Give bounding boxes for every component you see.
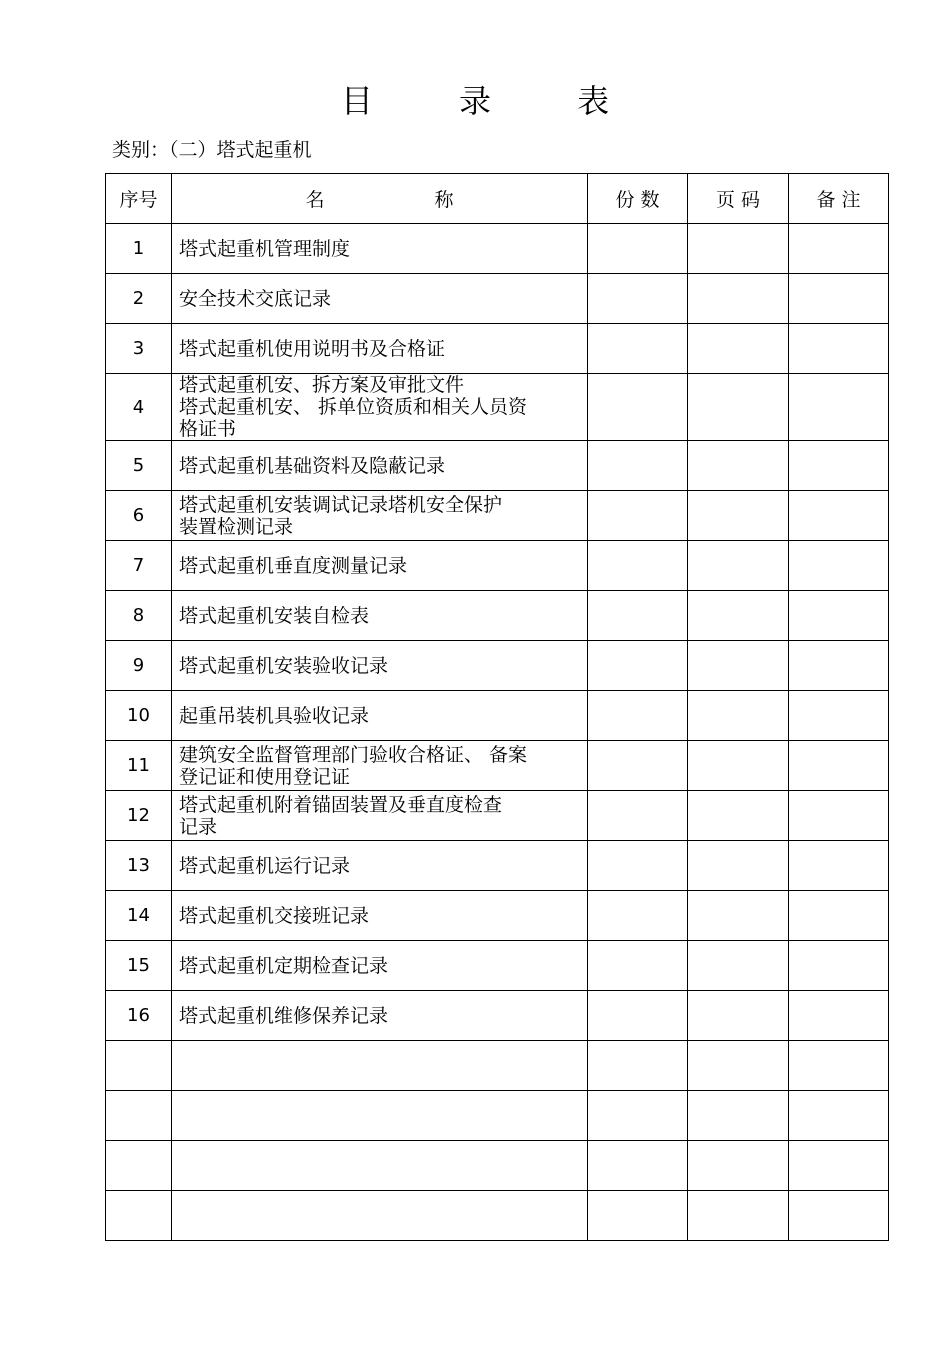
header-copies: 份 数	[588, 174, 688, 224]
row-copies	[588, 691, 688, 741]
table-row	[106, 1041, 889, 1091]
row-name	[172, 641, 588, 691]
row-pages	[688, 641, 789, 691]
row-pages	[688, 1191, 789, 1241]
table-row	[106, 491, 889, 541]
table-row	[106, 1141, 889, 1191]
header-pages: 页 码	[688, 174, 789, 224]
row-name	[172, 1141, 588, 1191]
row-notes	[789, 1091, 889, 1141]
row-number: 11	[106, 741, 172, 791]
row-name-line: 塔式起重机维修保养记录	[179, 1004, 389, 1027]
row-notes	[789, 691, 889, 741]
table-row	[106, 441, 889, 491]
row-name-line: 登记证和使用登记证	[179, 765, 351, 788]
row-number	[106, 1191, 172, 1241]
row-pages	[688, 274, 789, 324]
table-row	[106, 591, 889, 641]
row-copies	[588, 441, 688, 491]
row-name	[172, 991, 588, 1041]
row-notes	[789, 941, 889, 991]
row-notes	[789, 791, 889, 841]
row-notes	[789, 374, 889, 441]
row-name	[172, 841, 588, 891]
row-pages	[688, 541, 789, 591]
row-number: 6	[106, 491, 172, 541]
row-copies	[588, 891, 688, 941]
row-name-line: 起重吊装机具验收记录	[179, 704, 370, 727]
row-name	[172, 791, 588, 841]
row-number: 10	[106, 691, 172, 741]
row-name	[172, 1091, 588, 1141]
row-notes	[789, 224, 889, 274]
row-name-line: 塔式起重机附着锚固装置及垂直度检查	[179, 793, 503, 816]
row-number: 14	[106, 891, 172, 941]
row-pages	[688, 841, 789, 891]
table-row	[106, 791, 889, 841]
row-copies	[588, 741, 688, 791]
row-name	[172, 374, 588, 441]
row-name	[172, 324, 588, 374]
row-copies	[588, 274, 688, 324]
row-name	[172, 941, 588, 991]
row-notes	[789, 741, 889, 791]
table-row	[106, 374, 889, 441]
row-number: 4	[106, 374, 172, 441]
row-name-line: 塔式起重机安、 拆单位资质和相关人员资	[179, 396, 528, 418]
row-name-line: 塔式起重机垂直度测量记录	[179, 554, 408, 577]
row-number: 2	[106, 274, 172, 324]
row-notes	[789, 441, 889, 491]
table-row	[106, 991, 889, 1041]
row-name	[172, 1191, 588, 1241]
table-row	[106, 1091, 889, 1141]
row-number	[106, 1041, 172, 1091]
row-notes	[789, 991, 889, 1041]
row-name-line: 塔式起重机使用说明书及合格证	[179, 337, 446, 360]
table-row	[106, 641, 889, 691]
row-copies	[588, 791, 688, 841]
row-name-line: 建筑安全监督管理部门验收合格证、 备案	[179, 743, 528, 766]
row-pages	[688, 591, 789, 641]
table-row	[106, 224, 889, 274]
row-copies	[588, 641, 688, 691]
table-row	[106, 541, 889, 591]
table-row	[106, 324, 889, 374]
header-name-first: 名	[305, 189, 325, 211]
row-number: 1	[106, 224, 172, 274]
row-name-line: 塔式起重机交接班记录	[179, 904, 370, 927]
row-name	[172, 891, 588, 941]
row-name	[172, 741, 588, 791]
row-name	[172, 274, 588, 324]
row-name-line: 塔式起重机管理制度	[179, 237, 351, 260]
row-copies	[588, 541, 688, 591]
row-name	[172, 691, 588, 741]
row-notes	[789, 491, 889, 541]
row-name-line: 塔式起重机运行记录	[179, 854, 351, 877]
row-pages	[688, 324, 789, 374]
row-number: 13	[106, 841, 172, 891]
row-number	[106, 1091, 172, 1141]
row-name	[172, 224, 588, 274]
row-copies	[588, 1141, 688, 1191]
row-name-line: 塔式起重机安装调试记录塔机安全保护	[179, 493, 503, 516]
table-row	[106, 274, 889, 324]
row-pages	[688, 791, 789, 841]
row-notes	[789, 1141, 889, 1191]
row-name-line: 记录	[179, 815, 218, 838]
table-row	[106, 691, 889, 741]
row-name-line: 塔式起重机安装验收记录	[179, 654, 389, 677]
row-number: 3	[106, 324, 172, 374]
row-name	[172, 441, 588, 491]
row-notes	[789, 324, 889, 374]
header-notes: 备 注	[789, 174, 889, 224]
table-header-row	[106, 174, 889, 224]
row-copies	[588, 1191, 688, 1241]
table-row	[106, 741, 889, 791]
row-pages	[688, 941, 789, 991]
row-notes	[789, 1191, 889, 1241]
row-notes	[789, 891, 889, 941]
row-pages	[688, 491, 789, 541]
row-name-line: 塔式起重机定期检查记录	[179, 954, 389, 977]
table-row	[106, 1191, 889, 1241]
row-name	[172, 1041, 588, 1091]
row-pages	[688, 741, 789, 791]
row-name-line: 安全技术交底记录	[179, 287, 332, 310]
row-notes	[789, 1041, 889, 1091]
row-name-line: 塔式起重机安、拆方案及审批文件	[179, 374, 465, 396]
row-copies	[588, 1091, 688, 1141]
row-copies	[588, 224, 688, 274]
row-name	[172, 591, 588, 641]
row-number: 9	[106, 641, 172, 691]
header-name-second: 称	[434, 189, 454, 211]
row-copies	[588, 324, 688, 374]
row-pages	[688, 441, 789, 491]
row-pages	[688, 1141, 789, 1191]
row-pages	[688, 1041, 789, 1091]
row-name	[172, 541, 588, 591]
table-row	[106, 891, 889, 941]
row-name-line: 格证书	[179, 418, 237, 440]
row-name-line: 塔式起重机基础资料及隐蔽记录	[179, 454, 446, 477]
row-number: 5	[106, 441, 172, 491]
row-number	[106, 1141, 172, 1191]
row-number: 16	[106, 991, 172, 1041]
row-number: 7	[106, 541, 172, 591]
row-copies	[588, 491, 688, 541]
row-copies	[588, 591, 688, 641]
page-title: 目 录 表	[340, 82, 648, 120]
row-pages	[688, 374, 789, 441]
row-pages	[688, 891, 789, 941]
row-name-line: 装置检测记录	[179, 515, 294, 538]
row-copies	[588, 991, 688, 1041]
row-copies	[588, 841, 688, 891]
row-notes	[789, 841, 889, 891]
row-pages	[688, 691, 789, 741]
row-number: 15	[106, 941, 172, 991]
header-name	[172, 174, 588, 224]
row-number: 12	[106, 791, 172, 841]
row-number: 8	[106, 591, 172, 641]
category-label: 类别：（二）塔式起重机	[112, 139, 312, 161]
row-notes	[789, 591, 889, 641]
row-copies	[588, 941, 688, 991]
row-copies	[588, 1041, 688, 1091]
directory-table	[105, 173, 889, 1241]
table-row	[106, 841, 889, 891]
row-name-line: 塔式起重机安装自检表	[179, 604, 370, 627]
row-pages	[688, 991, 789, 1041]
row-copies	[588, 374, 688, 441]
row-pages	[688, 1091, 789, 1141]
row-notes	[789, 641, 889, 691]
row-notes	[789, 274, 889, 324]
row-name	[172, 491, 588, 541]
table-row	[106, 941, 889, 991]
header-seq: 序号	[106, 174, 172, 224]
row-pages	[688, 224, 789, 274]
row-notes	[789, 541, 889, 591]
